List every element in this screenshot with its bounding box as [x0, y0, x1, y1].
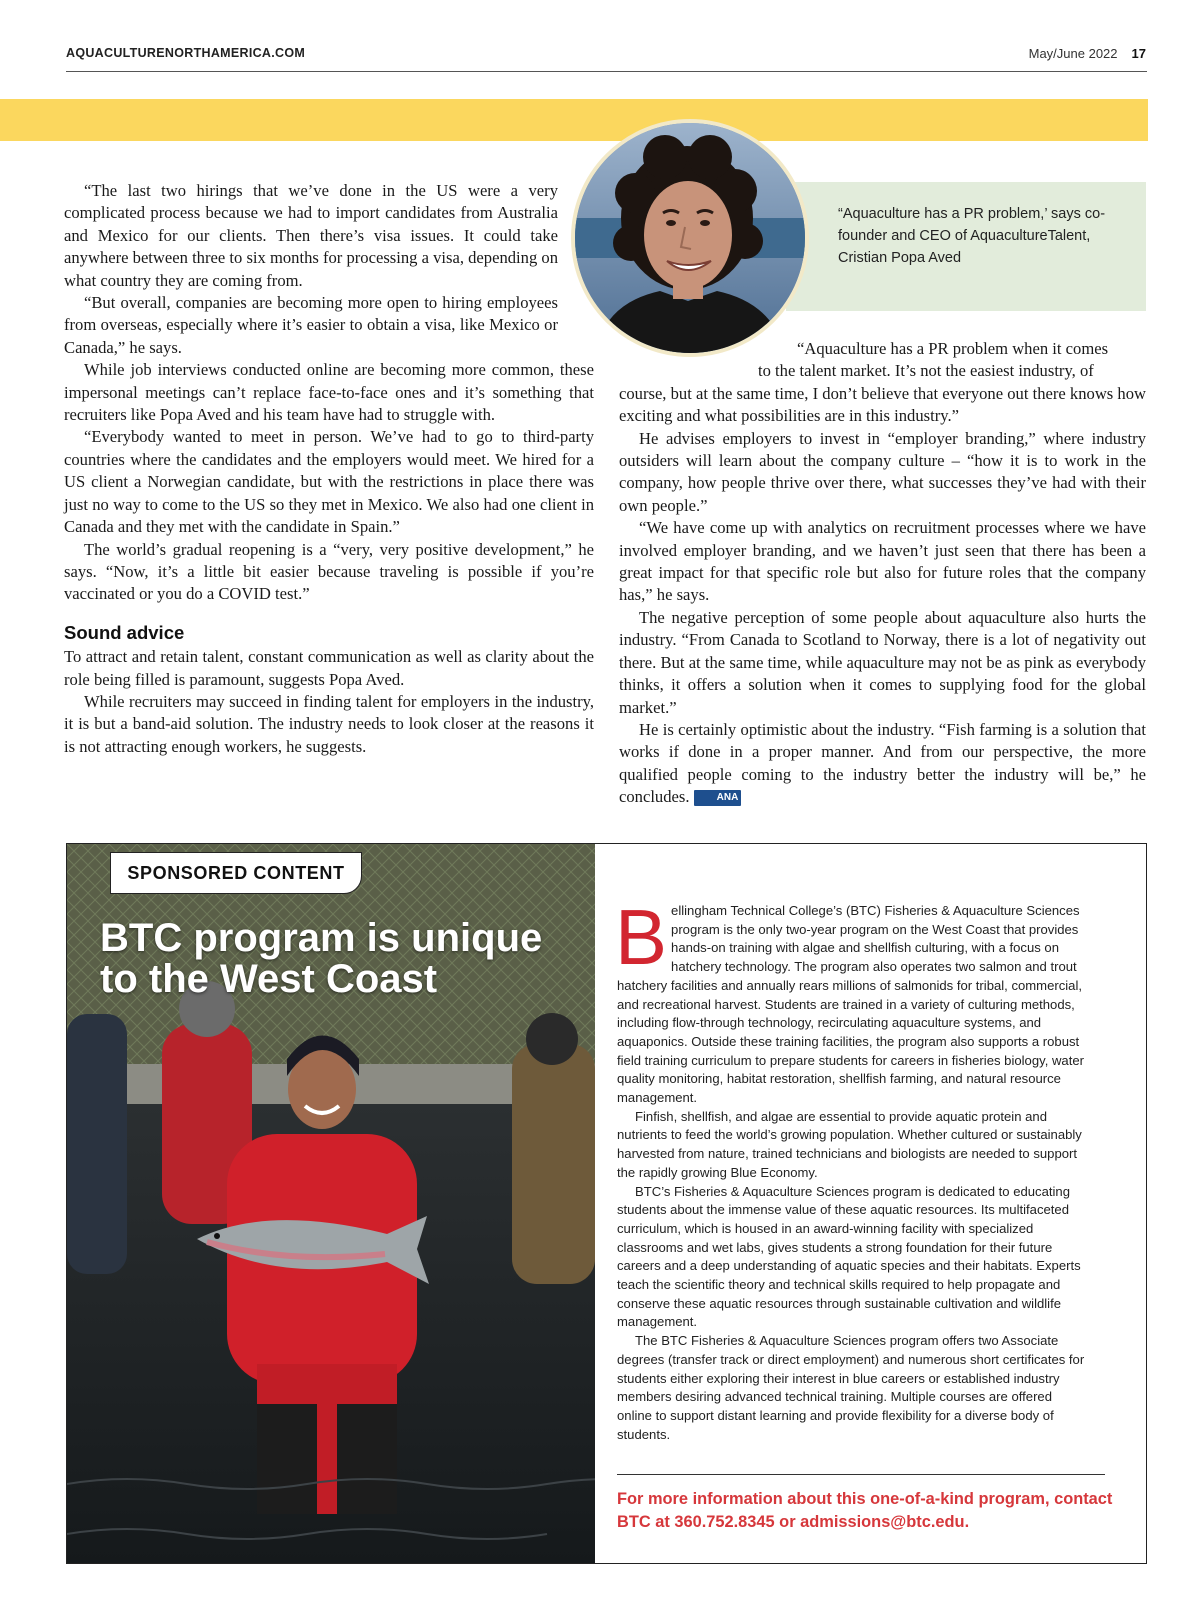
page-number: 17	[1131, 46, 1146, 61]
sponsored-paragraph: Finfish, shellfish, and algae are essential to provide aquatic protein and nutrients to feed the world’s growing population. Whether cultured or sustainably harvested from nature, trained technicians and biologists are needed to support the rapidly growing Blue Economy.	[617, 1108, 1082, 1180]
header-rule	[66, 71, 1147, 72]
article-line: to the talent market. It’s not the easiest industry, of	[758, 361, 1094, 381]
article-column-left	[64, 180, 594, 758]
sponsored-content-tab: SPONSORED CONTENT	[110, 852, 362, 894]
article-paragraph	[619, 719, 1146, 809]
article-paragraph: The world’s gradual reopening is a “very, very positive development,” he says. “Now, it’s a little bit easier because traveling is possible if you’re vaccinated or you do a COVID test.”	[64, 539, 594, 604]
article-paragraph: course, but at the same time, I don’t believe that everyone out there knows how exciting and what possibilities are in this industry.”	[619, 383, 1146, 426]
sponsored-headline: BTC program is unique to the West Coast	[100, 916, 543, 1001]
photo-caption: “Aquaculture has a PR problem,’ says co-founder and CEO of AquacultureTalent, Cristian Popa Aved	[786, 182, 1146, 311]
sponsored-paragraph: The BTC Fisheries & Aquaculture Sciences program offers two Associate degrees (transfer track or direct employment) and numerous short certificates for students either exploring their interest in blue careers or established industry members desiring advanced technical training. Multiple courses are offered online to support distant learning and provide flexibility for a diverse body of students.	[617, 1333, 1085, 1442]
article-paragraph: While recruiters may succeed in finding talent for employers in the industry, it is but a band-aid solution. The industry needs to look closer at the reasons it is not attracting enough workers, he suggests.	[64, 691, 594, 756]
sponsored-text: ellingham Technical College’s (BTC) Fisheries & Aquaculture Sciences program is the only two-year program on the West Coast that provides hands-on training with algae and shellfish culturing, with a focus on hatchery technology. The program also operates two salmon and trout hatchery facilities and annually rears millions of salmonids for tribal, commercial, and recreational harvest. Students are trained in a variety of culturing methods, including flow-through technology, recirculating aquaculture systems, and aquaponics. Outside these training facilities, the program also supports a robust field training curriculum to prepare students for careers in fisheries biology, water quality monitoring, habitat restoration, shellfish farming, and natural resource management.	[617, 903, 1084, 1106]
article-paragraph: “We have come up with analytics on recruitment processes where we have involved employer branding, and we haven’t just seen that there has been a great impact for that specific role but also for future roles that the company has,” he says.	[619, 518, 1146, 605]
article-paragraph: “Everybody wanted to meet in person. We’ve had to go to third-party countries where the candidates and the employers would meet. We hired for a US client a Norwegian candidate, but with the restrictions in place there was just no way to come to the US so they met in Mexico. We also had one client in Canada and they met with the candidate in Spain.”	[64, 427, 594, 537]
article-paragraph: The negative perception of some people about aquaculture also hurts the industry. “From Canada to Scotland to Norway, there is a lot of negativity out there. But at the same time, while aquaculture may not be as pink as everybody thinks, it offers a solution when it comes to supplying food for the global market.”	[619, 607, 1146, 717]
article-paragraph: He advises employers to invest in “employer branding,” where industry outsiders will learn about the company culture – “how it is to work in the company, how people thrive over there, what successes they’ve had with their own people.”	[619, 428, 1146, 515]
issue-date: May/June 2022	[1028, 46, 1118, 61]
article-paragraph: “The last two hirings that we’ve done in the US were a very complicated process because we had to import candidates from Australia and Mexico for our clients. Then there’s visa issues. It could take anywhere between three to six months for processing a visa, depending on what country they are coming from.	[64, 181, 558, 290]
end-mark-icon: ANA	[694, 790, 742, 806]
sponsored-rule	[617, 1474, 1105, 1475]
sponsored-body	[615, 893, 1089, 1444]
article-line: “Aquaculture has a PR problem when it comes	[797, 339, 1109, 358]
site-name: AQUACULTURENORTHAMERICA.COM	[66, 46, 306, 60]
sponsored-paragraph: BTC’s Fisheries & Aquaculture Sciences program is dedicated to educating students about the immense value of these aquatic resources. Its multifaceted curriculum, which is housed in an award-winning facility with specialized classrooms and wet labs, gives students a strong foundation for their future careers and a deep understanding of aquatic species and their habitats. Experts teach the scientific theory and technical skills required to help propagate and conserve these aquatic resources through sustainable cultivation and wildlife management.	[617, 1183, 1081, 1330]
contact-info: For more information about this one-of-a-kind program, contact BTC at 360.752.8345 or admissions@btc.edu.	[617, 1490, 1113, 1531]
portrait-illustration	[575, 123, 805, 353]
article-paragraph: “But overall, companies are becoming more open to hiring employees from overseas, especially where it’s easier to obtain a visa, like Mexico or Canada,” he says.	[64, 293, 558, 357]
article-paragraph: While job interviews conducted online are becoming more common, these impersonal meetings can’t replace face-to-face ones and it’s something that recruiters like Popa Aved and his team have had to struggle with.	[64, 360, 594, 425]
issue-info	[1029, 46, 1146, 61]
article-column-right	[619, 338, 1146, 809]
yellow-band	[0, 99, 1148, 141]
article-paragraph: To attract and retain talent, constant communication as well as clarity about the role being filled is paramount, suggests Popa Aved.	[64, 647, 594, 689]
sponsored-paragraph	[615, 893, 1089, 1108]
portrait-photo	[571, 119, 809, 357]
article-text: He is certainly optimistic about the industry. “Fish farming is a solution that works if done in a proper manner. And from our perspective, the more qualified people coming to the industry better the industry will be,” he concludes.	[619, 719, 1146, 807]
subheading: Sound advice	[64, 621, 185, 643]
drop-cap: B	[615, 893, 668, 981]
